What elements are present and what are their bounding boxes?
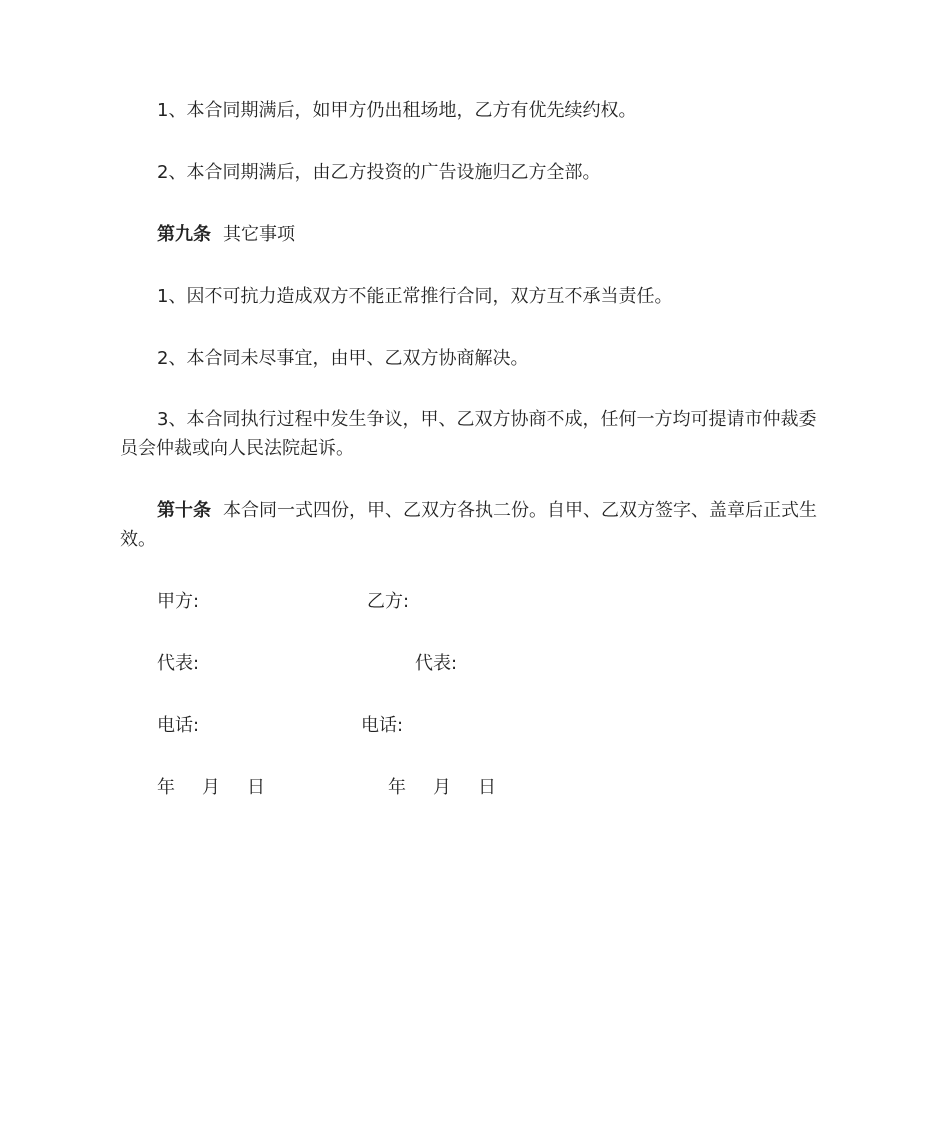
date-b-day: 日 <box>478 777 496 798</box>
date-a-day: 日 <box>247 777 265 798</box>
clause9-heading: 第九条 <box>157 224 211 245</box>
party-a-label: 甲方: <box>157 591 200 612</box>
clause9-item-2: 2、本合同未尽事宜，由甲、乙双方协商解决。 <box>157 348 529 369</box>
phone-a-label: 电话: <box>157 715 200 736</box>
clause9-title: 其它事项 <box>223 224 295 245</box>
clause8-item-1: 1、本合同期满后，如甲方仍出租场地，乙方有优先续约权。 <box>157 100 637 121</box>
party-b-label: 乙方: <box>367 591 410 612</box>
clause10-heading: 第十条 <box>157 500 211 521</box>
clause9-item-1: 1、因不可抗力造成双方不能正常推行合同，双方互不承当责任。 <box>157 286 673 307</box>
clause9-item-3: 3、本合同执行过程中发生争议，甲、乙双方协商不成，任何一方均可提请市仲裁委员会仲裁或向人民法院起诉。 <box>120 409 817 459</box>
representative-b-label: 代表: <box>415 653 458 674</box>
date-b-year: 年 <box>388 777 406 798</box>
date-a-month: 月 <box>202 777 220 798</box>
clause10-paragraph <box>120 496 832 554</box>
date-a-year: 年 <box>157 777 175 798</box>
representative-a-label: 代表: <box>157 653 200 674</box>
clause10-text: 本合同一式四份，甲、乙双方各执二份。自甲、乙双方签字、盖章后正式生效。 <box>120 500 817 550</box>
date-b-month: 月 <box>433 777 451 798</box>
clause9-heading-row <box>120 220 832 249</box>
clause8-item-2: 2、本合同期满后，由乙方投资的广告设施归乙方全部。 <box>157 162 601 183</box>
phone-b-label: 电话: <box>361 715 404 736</box>
